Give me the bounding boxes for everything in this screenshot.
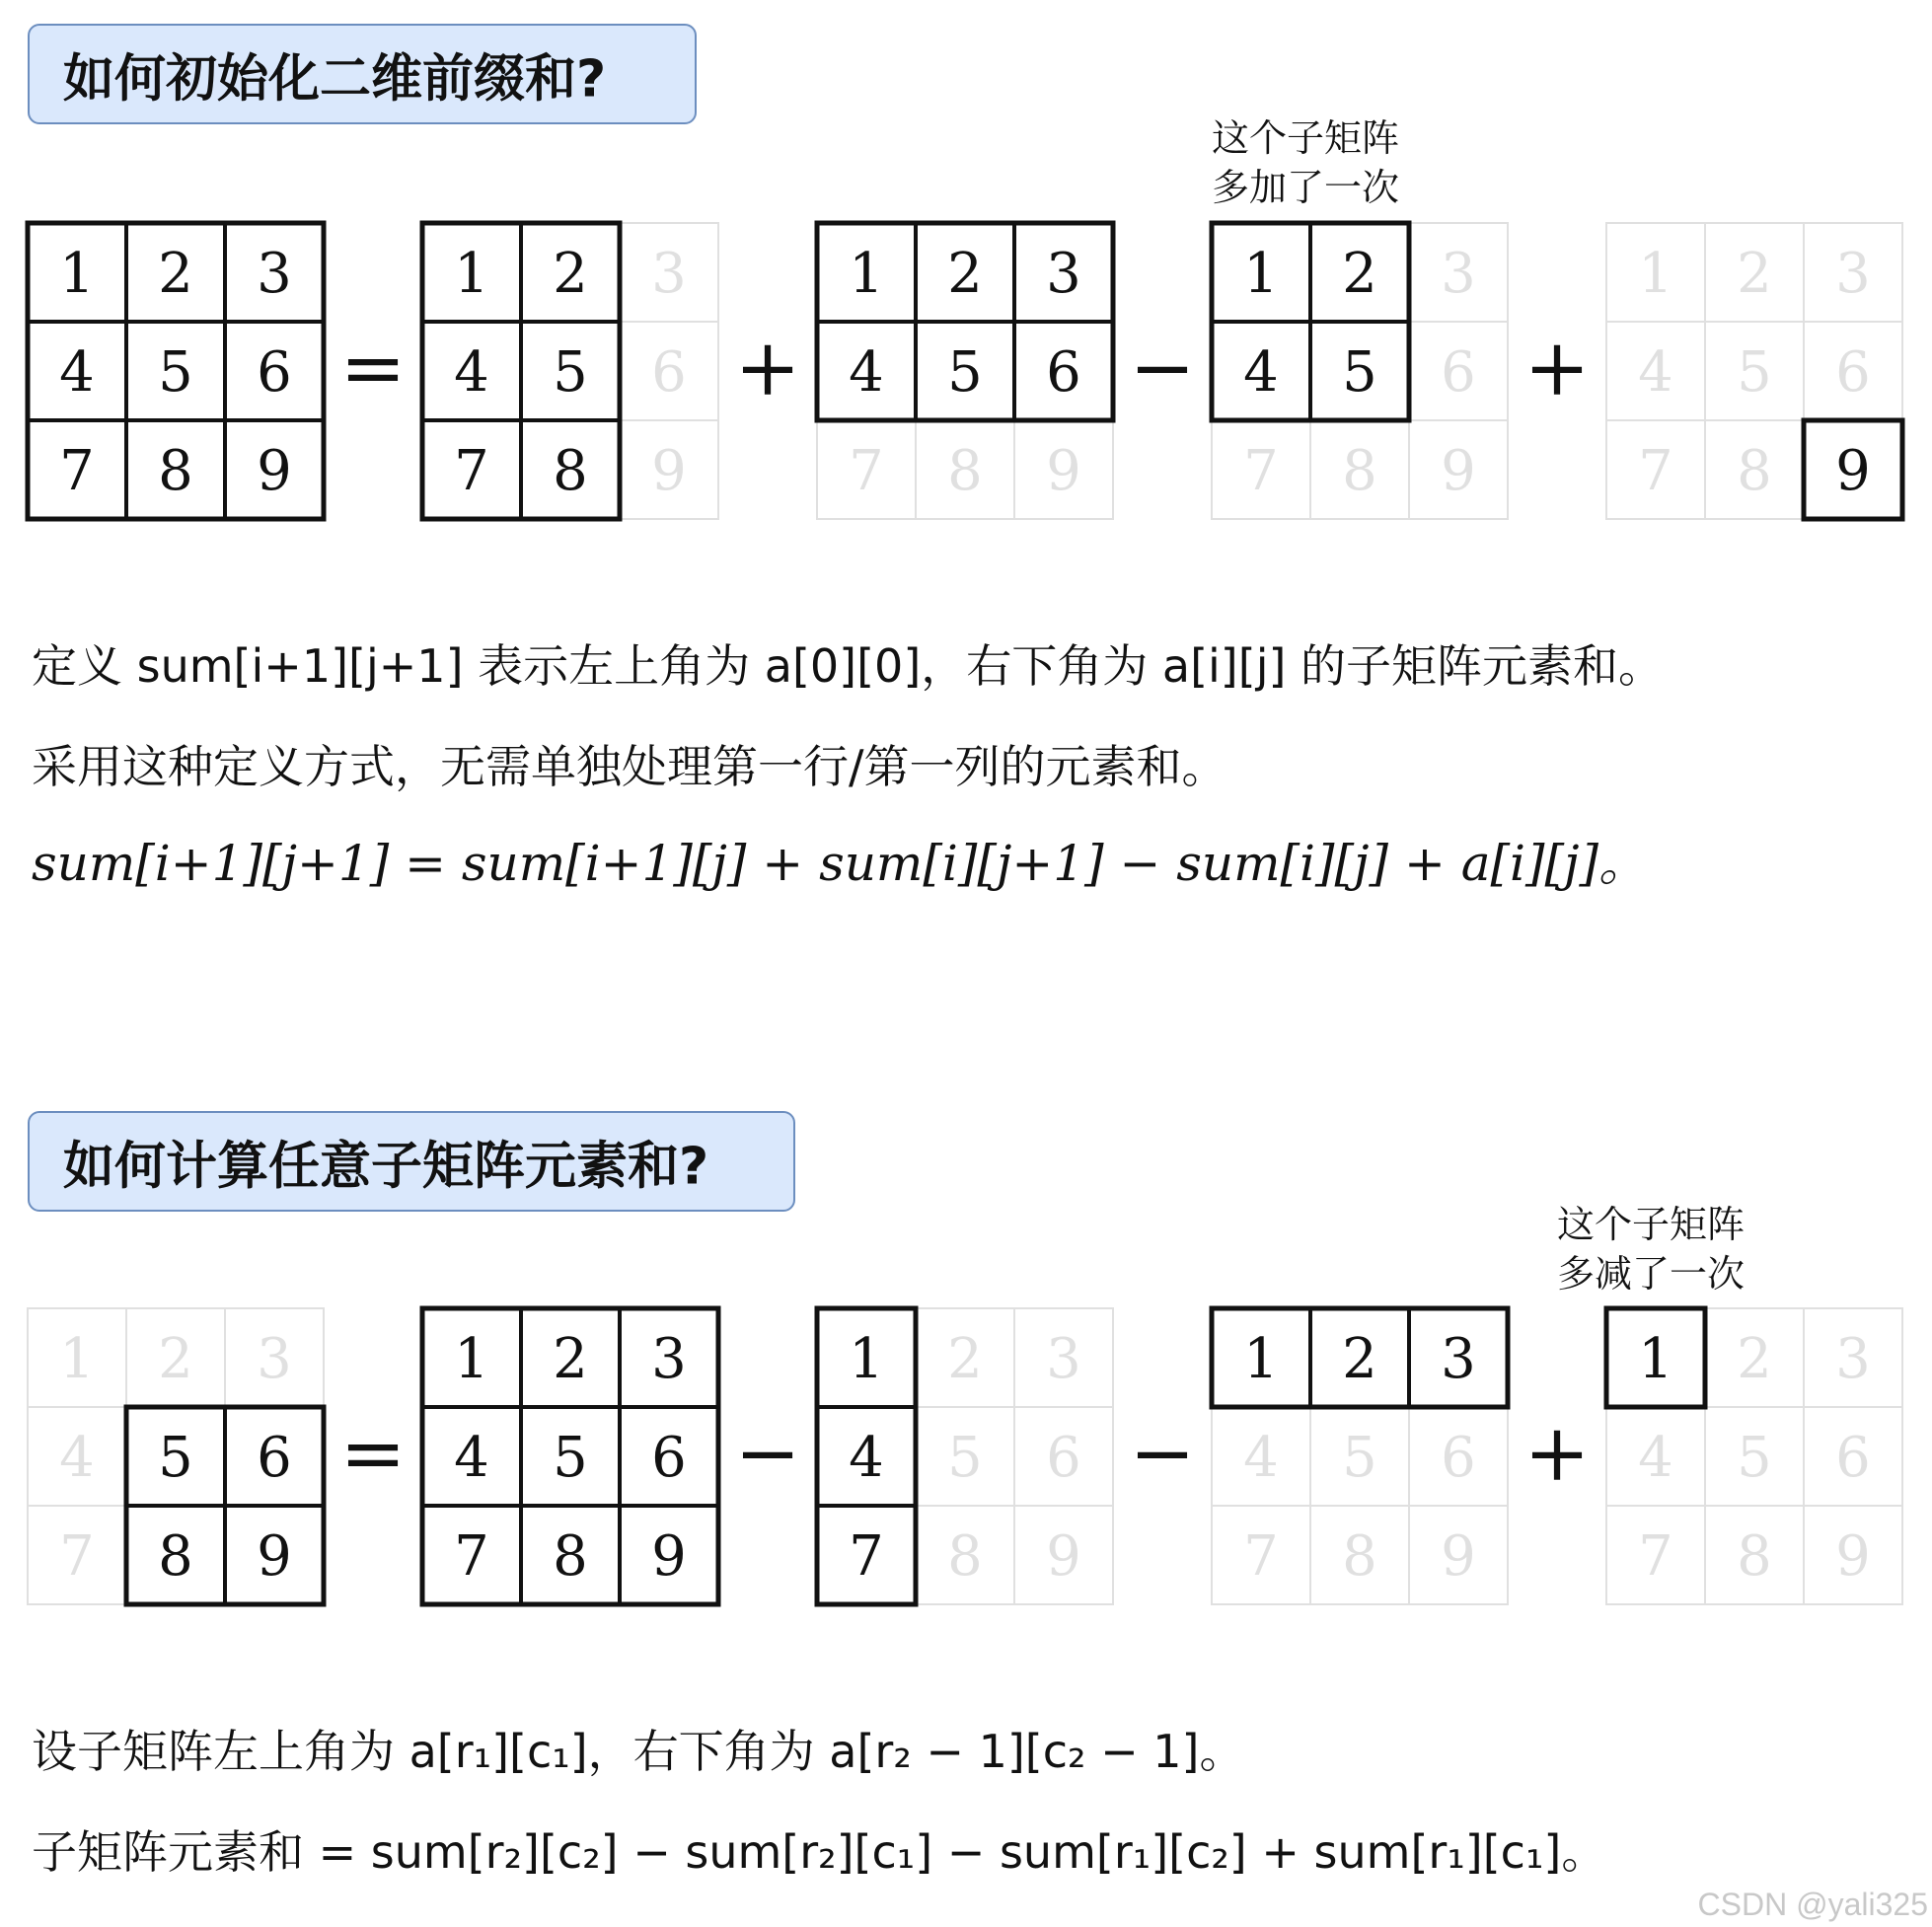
grid-cell-label: 5 (1342, 1426, 1377, 1490)
grid-cell-label: 8 (553, 1524, 588, 1589)
grid-cell-label: 2 (158, 1327, 193, 1391)
grid-cell-label: 2 (158, 242, 193, 306)
grid-cell-label: 6 (651, 1426, 687, 1490)
grid-cell-label: 3 (257, 242, 292, 306)
grid-cell-label: 1 (1243, 1327, 1279, 1391)
grid-cell-label: 7 (454, 439, 489, 503)
grid-cell-label: 8 (1737, 1524, 1772, 1589)
section1-title-box (28, 24, 697, 124)
grid-cell-label: 4 (59, 340, 95, 405)
grid-cell-label: 7 (1638, 1524, 1673, 1589)
grid-cell-label: 4 (849, 1426, 884, 1490)
grid-cell-label: 2 (1737, 1327, 1772, 1391)
grid-cell-label: 5 (553, 340, 588, 405)
section2-operator: + (1523, 1407, 1591, 1499)
section1-operator: − (1129, 322, 1196, 413)
grid-cell-label: 1 (849, 1327, 884, 1391)
section1-annotation-line1: 这个子矩阵 (1212, 116, 1400, 160)
grid-cell-label: 9 (1046, 439, 1081, 503)
s2-grid-full (422, 1308, 718, 1604)
grid-cell-label: 5 (1342, 340, 1377, 405)
section2-title: 如何计算任意子矩阵元素和? (63, 1137, 709, 1197)
s1-grid-overlap (1212, 223, 1508, 519)
grid-cell-label: 4 (59, 1426, 95, 1490)
grid-cell-label: 4 (454, 1426, 489, 1490)
section2-diagram (0, 1302, 1932, 1618)
grid-cell-label: 9 (257, 1524, 292, 1589)
grid-cell-label: 2 (1342, 1327, 1377, 1391)
grid-cell-label: 5 (158, 340, 193, 405)
section2-operator: − (734, 1407, 801, 1499)
s1-grid-single-9 (1606, 223, 1902, 519)
grid-cell-label: 9 (1835, 439, 1871, 503)
grid-cell-label: 4 (1638, 340, 1673, 405)
grid-cell-label: 1 (1638, 1327, 1673, 1391)
section1-operator: = (339, 322, 407, 413)
grid-cell-label: 3 (257, 1327, 292, 1391)
section1-title: 如何初始化二维前缀和? (63, 49, 607, 110)
grid-cell-label: 8 (158, 439, 193, 503)
grid-cell-label: 9 (257, 439, 292, 503)
section1-annotation (1212, 113, 1399, 212)
section2-operator: − (1129, 1407, 1196, 1499)
s1-grid-left-cols (422, 223, 718, 519)
grid-cell-label: 9 (1441, 1524, 1476, 1589)
grid-cell-label: 1 (59, 242, 95, 306)
grid-cell-label: 6 (1441, 340, 1476, 405)
section2-operator: = (339, 1407, 407, 1499)
grid-cell-label: 3 (1835, 1327, 1871, 1391)
grid-cell-label: 5 (553, 1426, 588, 1490)
grid-cell-label: 1 (454, 242, 489, 306)
section1-annotation-line2: 多加了一次 (1212, 166, 1400, 209)
grid-cell-label: 6 (1835, 1426, 1871, 1490)
grid-cell-label: 1 (454, 1327, 489, 1391)
s1-grid-top-rows (817, 223, 1113, 519)
s1-grid-full (28, 223, 324, 519)
grid-cell-label: 2 (947, 242, 983, 306)
grid-cell-label: 5 (1737, 1426, 1772, 1490)
s2-grid-corner (1606, 1308, 1902, 1604)
grid-cell-label: 4 (454, 340, 489, 405)
grid-cell-label: 9 (651, 1524, 687, 1589)
grid-cell-label: 6 (1441, 1426, 1476, 1490)
grid-cell-label: 4 (849, 340, 884, 405)
grid-cell-label: 5 (1737, 340, 1772, 405)
grid-cell-label: 7 (849, 1524, 884, 1589)
grid-cell-label: 9 (1046, 1524, 1081, 1589)
grid-cell-label: 3 (651, 242, 687, 306)
section2-title-box (28, 1111, 795, 1212)
grid-cell-label: 9 (651, 439, 687, 503)
section2-definition-text: 设子矩阵左上角为 a[r₁][c₁]，右下角为 a[r₂ − 1][c₂ − 1]。 (32, 1725, 1245, 1778)
grid-cell-label: 8 (553, 439, 588, 503)
grid-cell-label: 2 (553, 1327, 588, 1391)
grid-cell-label: 4 (1243, 340, 1279, 405)
grid-cell-label: 7 (59, 439, 95, 503)
section2-formula: 子矩阵元素和 = sum[r₂][c₂] − sum[r₂][c₁] − sum[r₁][c₂] + sum[r₁][c₁]。 (32, 1825, 1607, 1879)
grid-cell-label: 9 (1835, 1524, 1871, 1589)
grid-cell-label: 7 (849, 439, 884, 503)
s2-grid-target (28, 1308, 324, 1604)
s2-grid-left-col (817, 1308, 1113, 1604)
grid-cell-label: 2 (1342, 242, 1377, 306)
section2-annotation-line2: 多减了一次 (1557, 1252, 1746, 1296)
grid-cell-label: 3 (651, 1327, 687, 1391)
section2-annotation (1557, 1200, 1745, 1298)
grid-cell-label: 3 (1441, 242, 1476, 306)
section1-diagram (0, 217, 1932, 533)
grid-cell-label: 6 (1835, 340, 1871, 405)
section1-definition-text: 定义 sum[i+1][j+1] 表示左上角为 a[0][0]，右下角为 a[i][j] 的子矩阵元素和。 (32, 639, 1665, 693)
grid-cell-label: 6 (257, 1426, 292, 1490)
grid-cell-label: 5 (158, 1426, 193, 1490)
grid-cell-label: 1 (59, 1327, 95, 1391)
s2-grid-top-row (1212, 1308, 1508, 1604)
grid-cell-label: 8 (158, 1524, 193, 1589)
grid-cell-label: 2 (553, 242, 588, 306)
grid-cell-label: 2 (947, 1327, 983, 1391)
grid-cell-label: 1 (1243, 242, 1279, 306)
grid-cell-label: 3 (1046, 1327, 1081, 1391)
grid-cell-label: 8 (1737, 439, 1772, 503)
grid-cell-label: 2 (1737, 242, 1772, 306)
section1-note-text: 采用这种定义方式，无需单独处理第一行/第一列的元素和。 (32, 740, 1227, 793)
grid-cell-label: 4 (1638, 1426, 1673, 1490)
csdn-watermark: CSDN @yali325 (1697, 1887, 1928, 1922)
grid-cell-label: 1 (1638, 242, 1673, 306)
section1-operator: + (734, 322, 801, 413)
grid-cell-label: 7 (1243, 439, 1279, 503)
grid-cell-label: 5 (947, 340, 983, 405)
grid-cell-label: 7 (1638, 439, 1673, 503)
section1-formula: sum[i+1][j+1] = sum[i+1][j] + sum[i][j+1] − sum[i][j] + a[i][j]。 (32, 835, 1649, 892)
grid-cell-label: 3 (1835, 242, 1871, 306)
grid-cell-label: 3 (1441, 1327, 1476, 1391)
grid-cell-label: 5 (947, 1426, 983, 1490)
grid-cell-label: 3 (1046, 242, 1081, 306)
grid-cell-label: 9 (1441, 439, 1476, 503)
grid-cell-label: 6 (651, 340, 687, 405)
grid-cell-label: 1 (849, 242, 884, 306)
grid-cell-label: 8 (947, 439, 983, 503)
grid-cell-label: 7 (59, 1524, 95, 1589)
grid-cell-label: 4 (1243, 1426, 1279, 1490)
grid-cell-label: 7 (454, 1524, 489, 1589)
grid-cell-label: 7 (1243, 1524, 1279, 1589)
grid-cell-label: 8 (947, 1524, 983, 1589)
section1-operator: + (1523, 322, 1591, 413)
grid-cell-label: 8 (1342, 439, 1377, 503)
section2-annotation-line1: 这个子矩阵 (1557, 1203, 1746, 1246)
grid-cell-label: 6 (1046, 1426, 1081, 1490)
grid-cell-label: 8 (1342, 1524, 1377, 1589)
grid-cell-label: 6 (1046, 340, 1081, 405)
grid-cell-label: 6 (257, 340, 292, 405)
